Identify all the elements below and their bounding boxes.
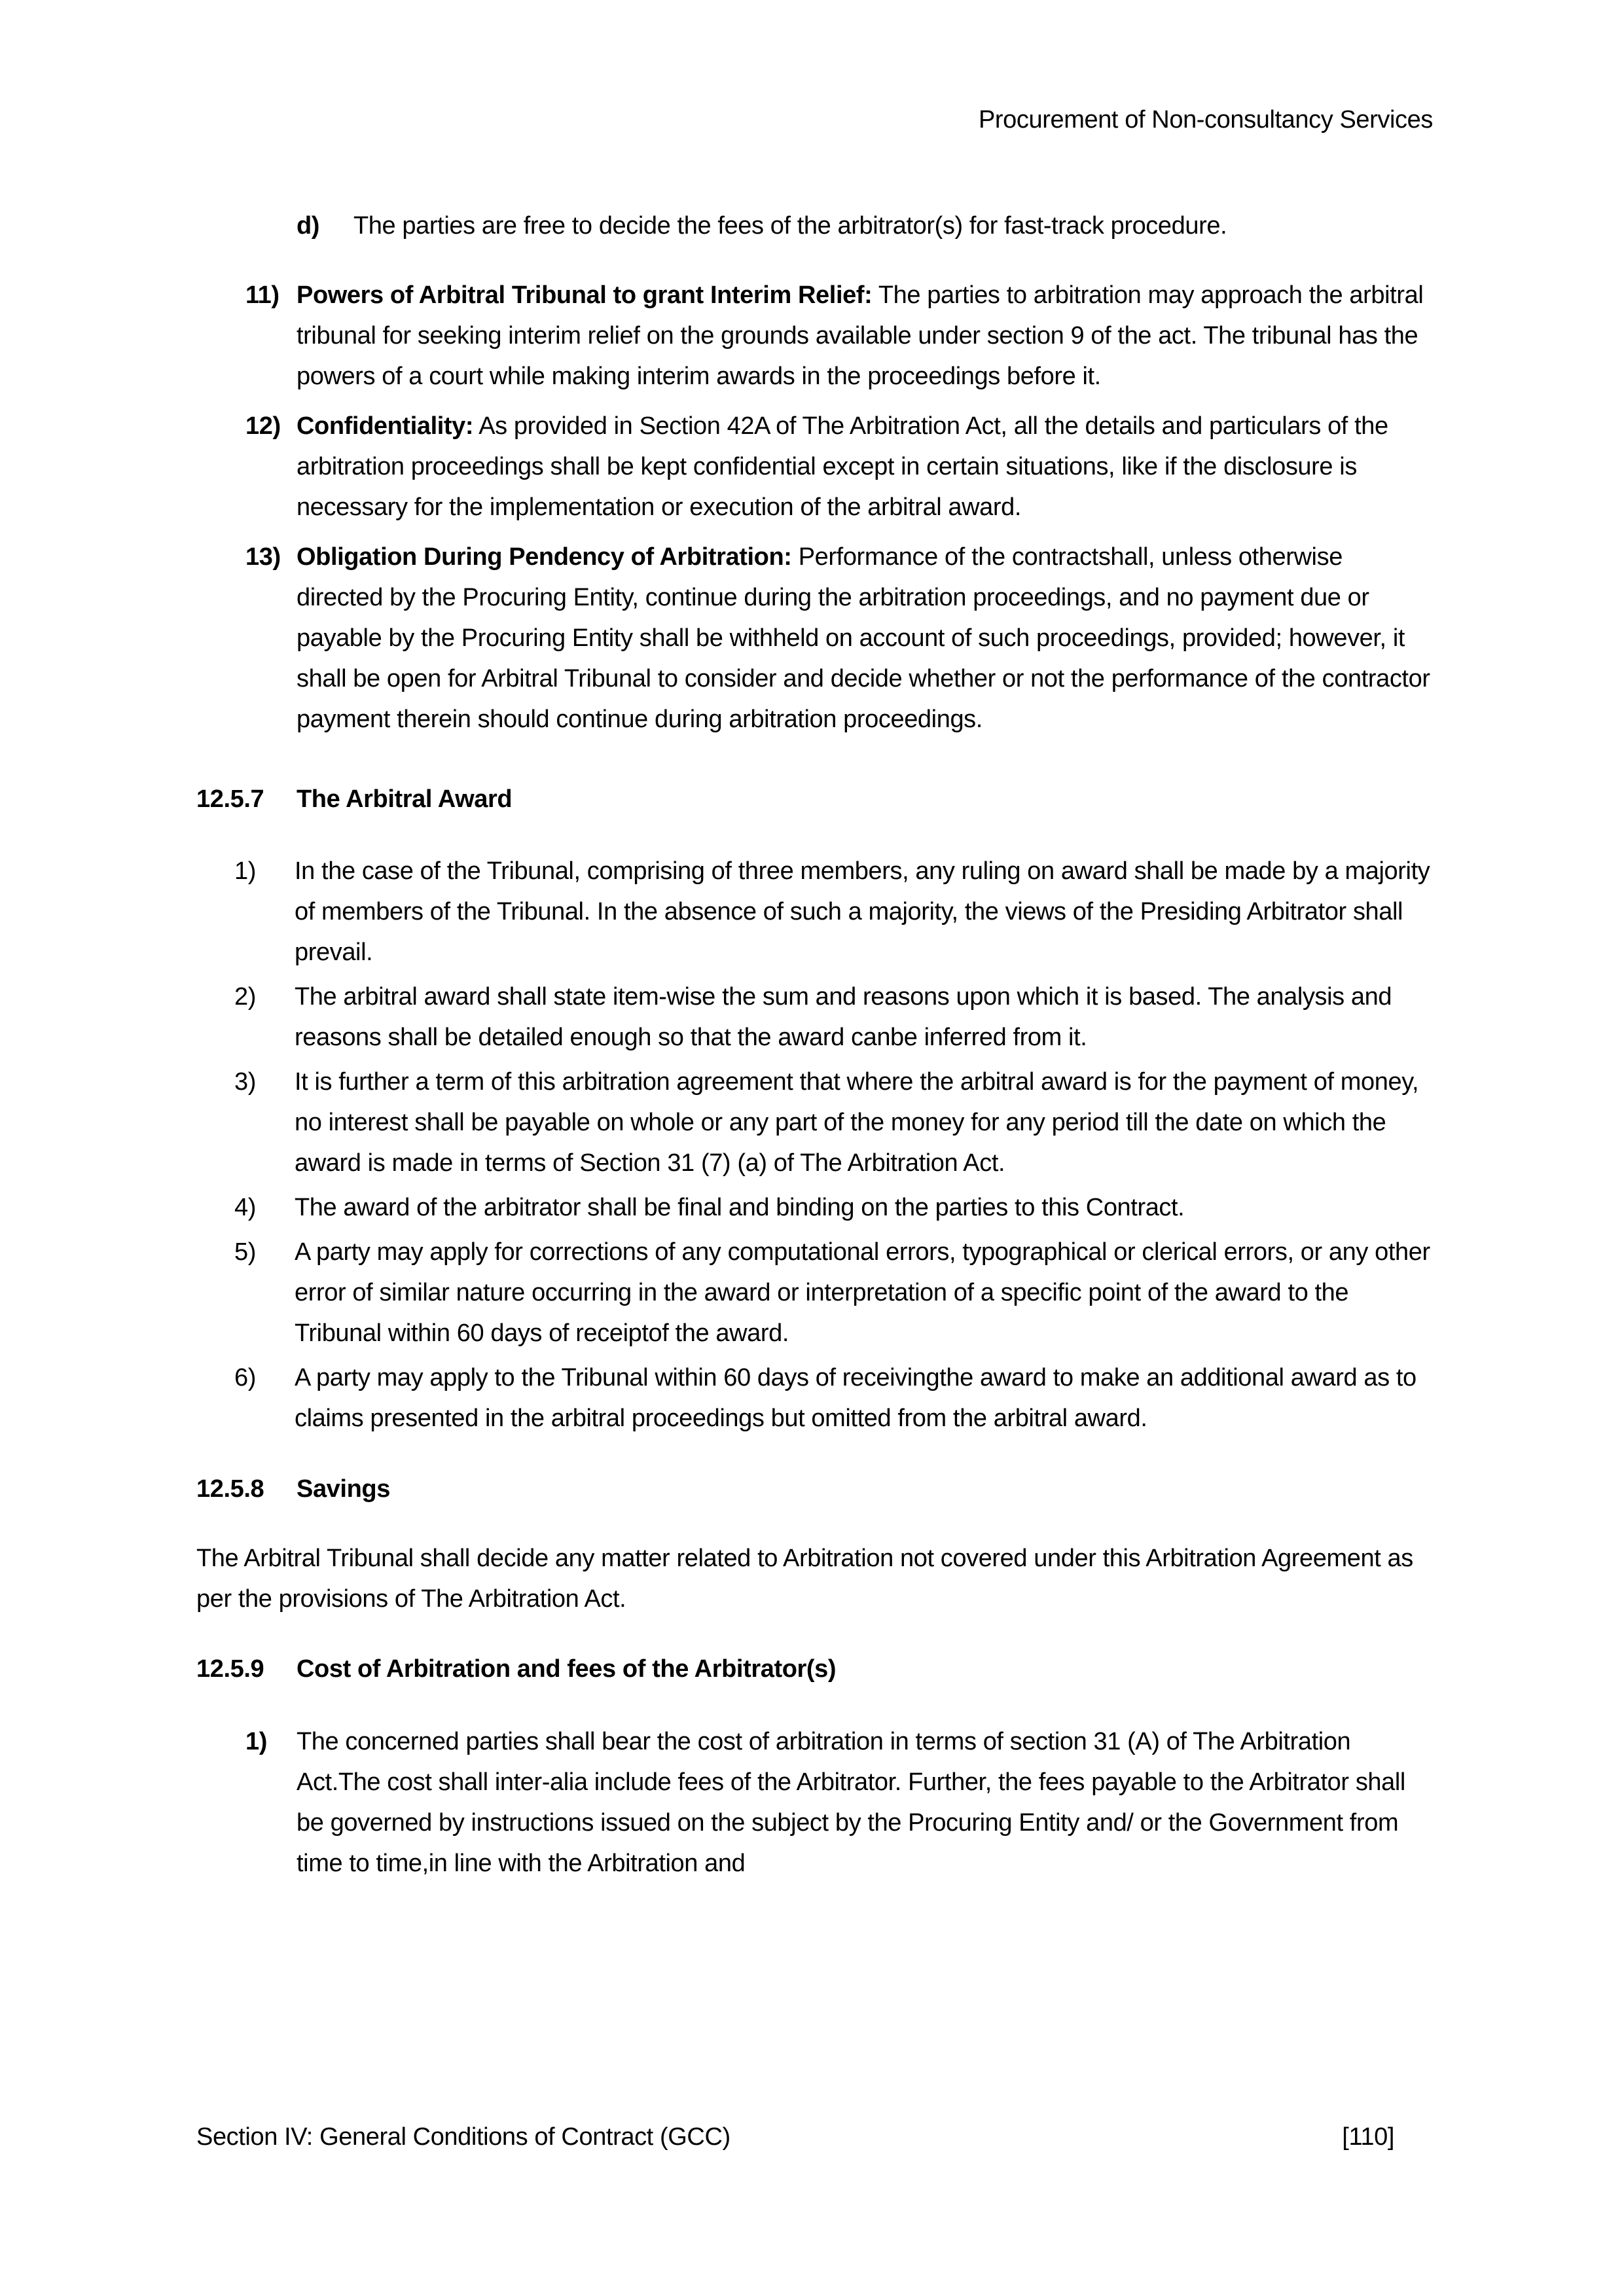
list-item-5-text: A party may apply for corrections of any computational errors, typographical or clerical errors, or any other error of similar nature occurring in the award or interpretation of a specific point of the award to the Tribunal within 60 days of receiptof the award.	[295, 1238, 1430, 1347]
list-marker-13: 13)	[245, 543, 281, 571]
page-header	[196, 99, 1433, 140]
section-number-12-5-7: 12.5.7	[196, 785, 264, 813]
list-item-13-text: Performance of the contractshall, unless otherwise directed by the Procuring Entity, continue during the arbitration proceedings, and no payment due or payable by the Procuring Entity shall be withheld on account of such proceedings, provided; however, it shall be open for Arbitral Tribunal to consider and decide whether or not the performance of the contractor payment therein should continue during arbitration proceedings.	[297, 543, 1430, 733]
list-item-4	[196, 1187, 1433, 1228]
list-marker-5: 5)	[234, 1238, 256, 1266]
list-item-5	[196, 1232, 1433, 1354]
list-item-13-label: Obligation During Pendency of Arbitration:	[297, 543, 792, 571]
savings-paragraph	[196, 1538, 1433, 1619]
savings-paragraph-text: The Arbitral Tribunal shall decide any matter related to Arbitration not covered under this Arbitration Agreement as per the provisions of The Arbitration Act.	[196, 1545, 1413, 1613]
list-item-2	[196, 977, 1433, 1058]
list-item-6	[196, 1357, 1433, 1439]
list-item-d-text: The parties are free to decide the fees of the arbitrator(s) for fast-track procedure.	[353, 212, 1227, 240]
list-marker-3: 3)	[234, 1068, 256, 1096]
list-item-12-text: As provided in Section 42A of The Arbitration Act, all the details and particulars of the arbitration proceedings shall be kept confidential except in certain situations, like if the disclosure is necessary for the implementation or execution of the arbitral award.	[297, 412, 1388, 521]
list-item-1-text: In the case of the Tribunal, comprising of three members, any ruling on award shall be made by a majority of members of the Tribunal. In the absence of such a majority, the views of the Presiding Arbitrator shall prevail.	[295, 857, 1430, 966]
list-item-11-text: The parties to arbitration may approach the arbitral tribunal for seeking interim relief on the grounds available under section 9 of the act. The tribunal has the powers of a court while making interim awards in the proceedings before it.	[297, 281, 1424, 390]
section-heading-12-5-9	[196, 1649, 1433, 1689]
list-item-3	[196, 1062, 1433, 1183]
list-item-4-text: The award of the arbitrator shall be final and binding on the parties to this Contract.	[295, 1194, 1185, 1221]
list-item-11-label: Powers of Arbitral Tribunal to grant Interim Relief:	[297, 281, 873, 309]
cost-list-item-1-text: The concerned parties shall bear the cost of arbitration in terms of section 31 (A) of The Arbitration Act.The cost shall inter-alia include fees of the Arbitrator. Further, the fees payable to the Arbitrator shall be governed by instructions issued on the subject by the Procuring Entity and/ or the Government from time to time,in line with the Arbitration and	[297, 1728, 1405, 1877]
section-title-12-5-8: Savings	[297, 1475, 390, 1503]
list-item-2-text: The arbitral award shall state item-wise the sum and reasons upon which it is based. The analysis and reasons shall be detailed enough so that the award canbe inferred from it.	[295, 983, 1392, 1051]
list-item-1	[196, 851, 1433, 973]
list-marker-1: 1)	[234, 857, 256, 885]
footer-page-number: [110]	[1342, 2123, 1394, 2151]
page-footer	[196, 2117, 1394, 2157]
header-title: Procurement of Non-consultancy Services	[978, 106, 1433, 134]
footer-section-label: Section IV: General Conditions of Contract (GCC)	[196, 2123, 731, 2151]
list-marker-d: d)	[297, 212, 320, 240]
section-heading-12-5-7	[196, 779, 1433, 819]
list-item-6-text: A party may apply to the Tribunal within 60 days of receivingthe award to make an additional award as to claims presented in the arbitral proceedings but omitted from the arbitral award.	[295, 1364, 1416, 1432]
list-item-12	[196, 406, 1433, 528]
page-body	[196, 99, 1433, 1884]
list-item-3-text: It is further a term of this arbitration agreement that where the arbitral award is for the payment of money, no interest shall be payable on whole or any part of the money for any period till the date on which the award is made in terms of Section 31 (7) (a) of The Arbitration Act.	[295, 1068, 1419, 1177]
list-marker-2: 2)	[234, 983, 256, 1011]
section-title-12-5-7: The Arbitral Award	[297, 785, 513, 813]
section-heading-12-5-8	[196, 1469, 1433, 1509]
list-marker-4: 4)	[234, 1194, 256, 1221]
list-item-13	[196, 537, 1433, 740]
section-title-12-5-9: Cost of Arbitration and fees of the Arbitrator(s)	[297, 1655, 837, 1683]
cost-list-item-1	[196, 1721, 1433, 1884]
list-marker-11: 11)	[245, 281, 280, 309]
cost-list-marker-1: 1)	[245, 1728, 267, 1755]
section-number-12-5-9: 12.5.9	[196, 1655, 264, 1683]
section-number-12-5-8: 12.5.8	[196, 1475, 264, 1503]
list-marker-12: 12)	[245, 412, 281, 440]
list-item-12-label: Confidentiality:	[297, 412, 474, 440]
list-item-d	[196, 206, 1433, 246]
list-marker-6: 6)	[234, 1364, 256, 1391]
list-item-11	[196, 275, 1433, 397]
